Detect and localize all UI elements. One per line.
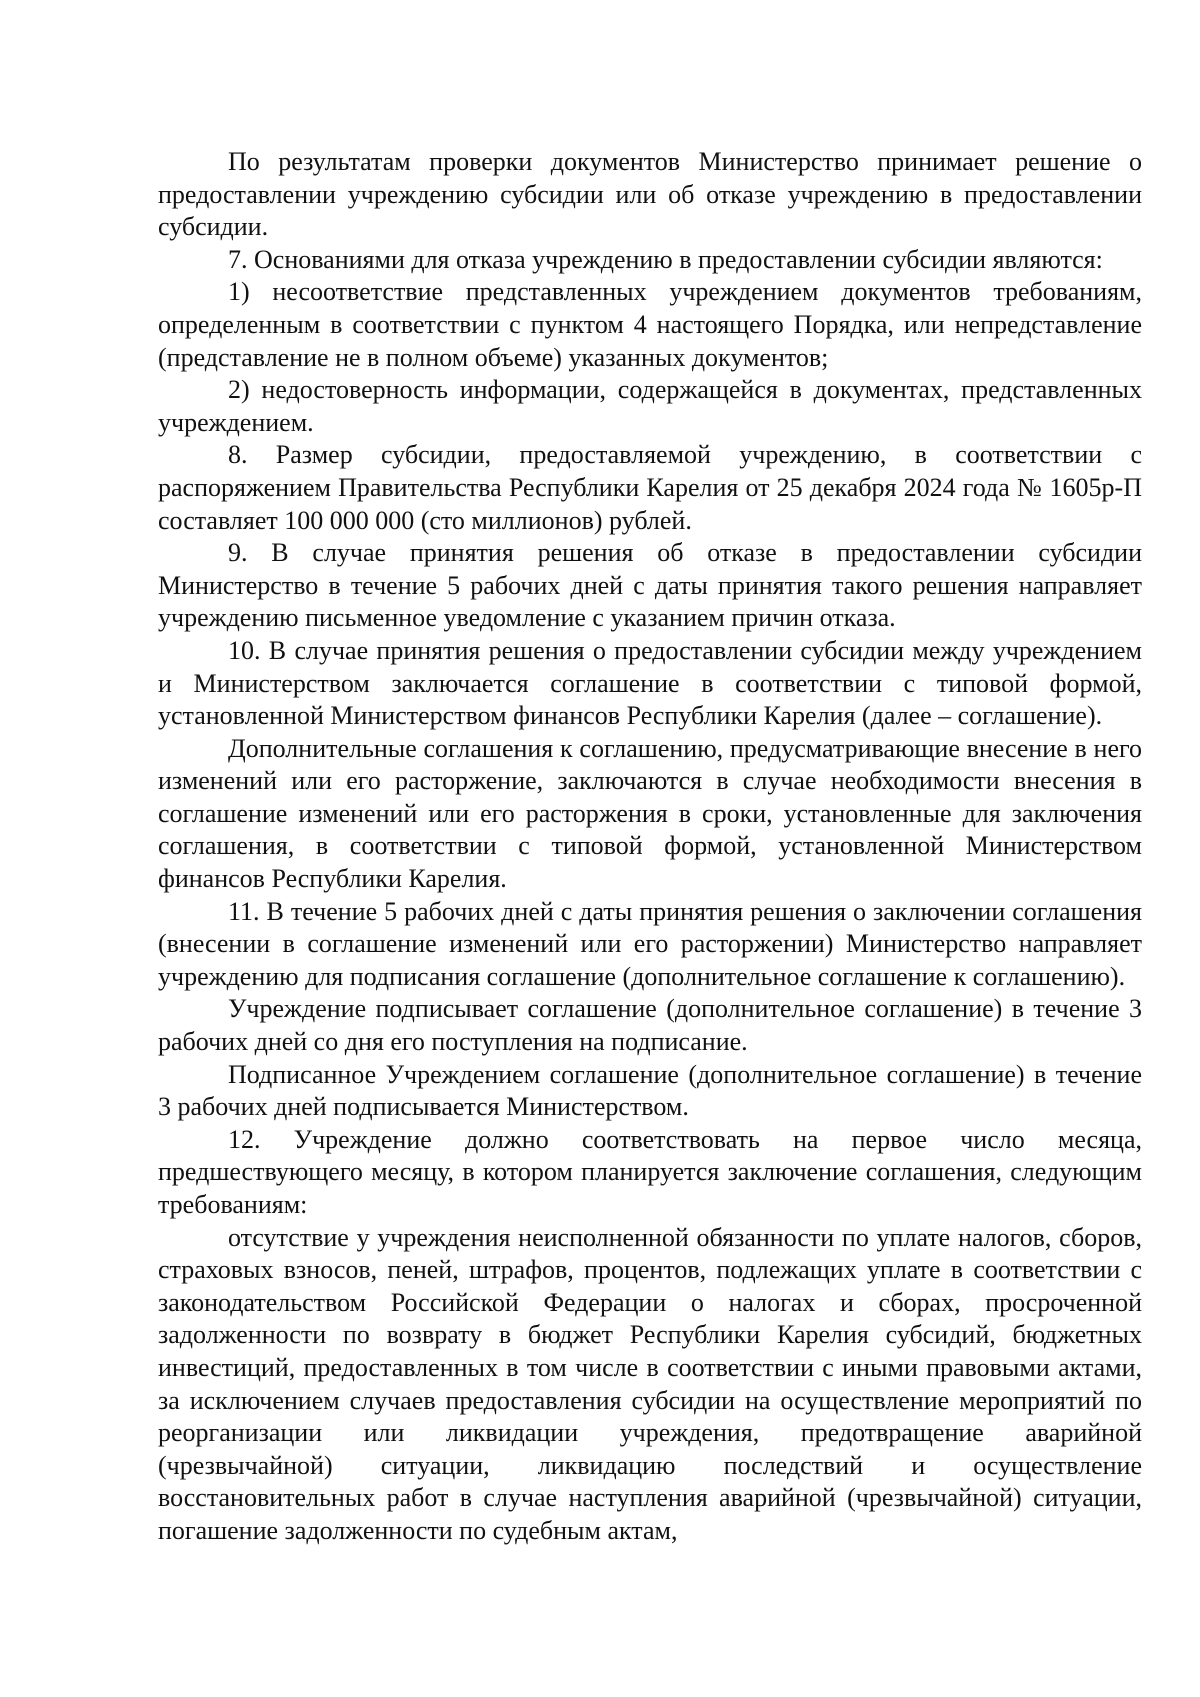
paragraph-ministry-signs: Подписанное Учреждением соглашение (дополнительное соглашение) в течение 3 рабочих дней подписывается Министерством. (158, 1059, 1142, 1122)
paragraph-institution-signs: Учреждение подписывает соглашение (дополнительное соглашение) в течение 3 рабочих дней со дня его поступления на подписание. (158, 994, 1142, 1057)
paragraph-8-subsidy-amount: 8. Размер субсидии, предоставляемой учреждению, в соответствии с распоряжением Правительства Республики Карелия от 25 декабря 2024 года № 1605р-П составляет 100 000 000 (сто миллионов) рублей. (158, 440, 1142, 535)
paragraph-decision: По результатам проверки документов Министерство принимает решение о предоставлении учреждению субсидии или об отказе учреждению в предоставлении субсидии. (158, 147, 1142, 242)
paragraph-11-signing: 11. В течение 5 рабочих дней с даты принятия решения о заключении соглашения (внесении в соглашение изменений или его расторжении) Министерство направляет учреждению для подписания соглашение (дополнительное соглашение к соглашению). (158, 896, 1142, 991)
paragraph-12-requirements: 12. Учреждение должно соответствовать на первое число месяца, предшествующего месяцу, в котором планируется заключение соглашения, следующим требованиям: (158, 1124, 1142, 1219)
paragraph-10-agreement: 10. В случае принятия решения о предоставлении субсидии между учреждением и Министерством заключается соглашение в соответствии с типовой формой, установленной Министерством финансов Республики Карелия (далее – соглашение). (158, 635, 1142, 731)
paragraph-9-refusal-notice: 9. В случае принятия решения об отказе в предоставлении субсидии Министерство в течение 5 рабочих дней с даты принятия такого решения направляет учреждению письменное уведомление с указанием причин отказа. (158, 538, 1142, 633)
paragraph-7-refusal-grounds: 7. Основаниями для отказа учреждению в предоставлении субсидии являются: (228, 244, 1103, 274)
document-page (158, 146, 1142, 1548)
paragraph-7-item-2: 2) недостоверность информации, содержащейся в документах, представленных учреждением. (158, 375, 1142, 437)
paragraph-12-no-debt: отсутствие у учреждения неисполненной обязанности по уплате налогов, сборов, страховых взносов, пеней, штрафов, процентов, подлежащих уплате в соответствии с законодательством Российской Федерации о налогах и сборах, просроченной задолженности по возврату в бюджет Республики Карелия субсидий, бюджетных инвестиций, предоставленных в том числе в соответствии с иными правовыми актами, за исключением случаев предоставления субсидии на осуществление мероприятий по реорганизации или ликвидации учреждения, предотвращение аварийной (чрезвычайной) ситуации, ликвидацию последствий и осуществление восстановительных работ в случае наступления аварийной (чрезвычайной) ситуации, погашение задолженности по судебным актам, (158, 1222, 1142, 1545)
paragraph-7-item-1: 1) несоответствие представленных учреждением документов требованиям, определенным в соответствии с пунктом 4 настоящего Порядка, или непредставление (представление не в полном объеме) указанных документов; (158, 277, 1142, 372)
paragraph-additional-agreements: Дополнительные соглашения к соглашению, предусматривающие внесение в него изменений или его расторжение, заключаются в случае необходимости внесения в соглашение изменений или его расторжения в сроки, установленные для заключения соглашения, в соответствии с типовой формой, установленной Министерством финансов Республики Карелия. (158, 733, 1142, 894)
